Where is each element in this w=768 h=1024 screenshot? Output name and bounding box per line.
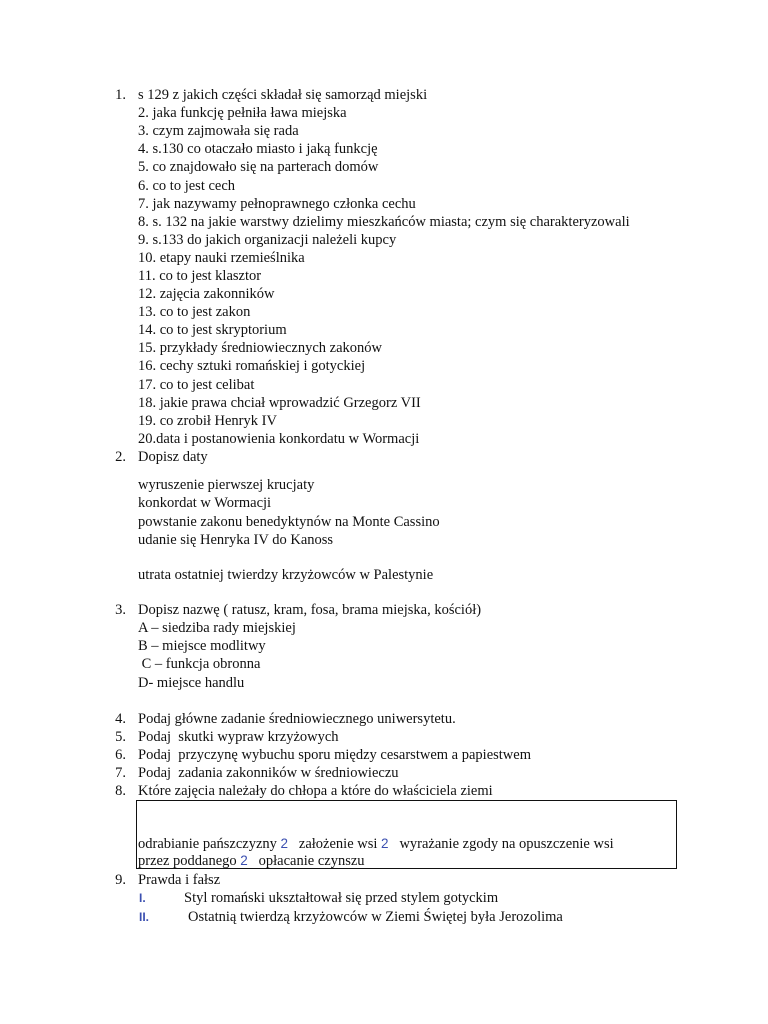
name-item-b: B – miejsce modlitwy xyxy=(138,638,266,654)
tf-statement-2: Ostatnią twierdzą krzyżowców w Ziemi Świętej była Jerozolima xyxy=(188,909,563,925)
date-item-5: utrata ostatniej twierdzy krzyżowców w Palestynie xyxy=(138,567,434,583)
section-2-number: 2. xyxy=(115,449,126,465)
answer-mark-1: 2 xyxy=(280,836,289,851)
name-item-c: C – funkcja obronna xyxy=(138,656,261,672)
question-6-text: Podaj przyczynę wybuchu sporu między cesarstwem a papiestwem xyxy=(138,747,531,763)
question-4-text: Podaj główne zadanie średniowiecznego uniwersytetu. xyxy=(138,711,456,727)
section-3-title: Dopisz nazwę ( ratusz, kram, fosa, brama miejska, kościół) xyxy=(138,602,482,618)
name-item-a: A – siedziba rady miejskiej xyxy=(138,620,296,636)
section-9-title: Prawda i fałsz xyxy=(138,872,221,888)
section-1-item-5: 5. co znajdowało się na parterach domów xyxy=(138,159,379,175)
answer-mark-3: 2 xyxy=(240,853,248,868)
date-item-1: wyruszenie pierwszej krucjaty xyxy=(138,477,315,493)
activities-line-1 xyxy=(138,835,614,853)
activity-2: założenie wsi xyxy=(298,836,378,852)
section-1-item-8: 8. s. 132 na jakie warstwy dzielimy mieszkańców miasta; czym się charakteryzowali xyxy=(138,214,630,230)
question-7-text: Podaj zadania zakonników w średniowieczu xyxy=(138,765,399,781)
section-9-number: 9. xyxy=(115,872,126,888)
section-1-item-14: 14. co to jest skryptorium xyxy=(138,322,287,338)
question-6-number: 6. xyxy=(115,747,126,763)
section-1-item-18: 18. jakie prawa chciał wprowadzić Grzegorz VII xyxy=(138,395,421,411)
date-item-3: powstanie zakonu benedyktynów na Monte Cassino xyxy=(138,514,440,530)
question-5-text: Podaj skutki wypraw krzyżowych xyxy=(138,729,339,745)
section-1-item-12: 12. zajęcia zakonników xyxy=(138,286,275,302)
question-8-text: Które zajęcia należały do chłopa a które do właściciela ziemi xyxy=(138,783,493,799)
tf-marker-1: I. xyxy=(139,891,146,905)
activity-1: odrabianie pańszczyzny xyxy=(138,836,277,852)
activities-line-2 xyxy=(138,852,365,870)
section-1-item-13: 13. co to jest zakon xyxy=(138,304,251,320)
activity-3-cont: przez poddanego xyxy=(138,853,237,869)
tf-statement-1: Styl romański ukształtował się przed stylem gotyckim xyxy=(184,890,499,906)
section-1-item-6: 6. co to jest cech xyxy=(138,178,236,194)
date-item-4: udanie się Henryka IV do Kanoss xyxy=(138,532,334,548)
section-1-item-20: 20.data i postanowienia konkordatu w Wormacji xyxy=(138,431,420,447)
question-8-number: 8. xyxy=(115,783,126,799)
activity-4: opłacanie czynszu xyxy=(258,853,365,869)
section-1-number: 1. xyxy=(115,87,126,103)
question-5-number: 5. xyxy=(115,729,126,745)
question-7-number: 7. xyxy=(115,765,126,781)
section-1-item-16: 16. cechy sztuki romańskiej i gotyckiej xyxy=(138,358,366,374)
section-1-item-11: 11. co to jest klasztor xyxy=(138,268,262,284)
section-3-number: 3. xyxy=(115,602,126,618)
section-1-item-4: 4. s.130 co otaczało miasto i jaką funkcję xyxy=(138,141,378,157)
tf-marker-2: II. xyxy=(139,910,150,924)
date-item-2: konkordat w Wormacji xyxy=(138,495,272,511)
answer-mark-2: 2 xyxy=(381,836,389,851)
section-1-item-10: 10. etapy nauki rzemieślnika xyxy=(138,250,305,266)
section-1-item-19: 19. co zrobił Henryk IV xyxy=(138,413,277,429)
section-1-item-2: 2. jaka funkcję pełniła ława miejska xyxy=(138,105,347,121)
section-1-item-15: 15. przykłady średniowiecznych zakonów xyxy=(138,340,383,356)
question-4-number: 4. xyxy=(115,711,126,727)
section-1-item-1: s 129 z jakich części składał się samorząd miejski xyxy=(138,87,428,103)
section-1-item-7: 7. jak nazywamy pełnoprawnego członka cechu xyxy=(138,196,416,212)
name-item-d: D- miejsce handlu xyxy=(138,675,245,691)
section-2-title: Dopisz daty xyxy=(138,449,208,465)
section-1-item-9: 9. s.133 do jakich organizacji należeli kupcy xyxy=(138,232,397,248)
section-1-item-17: 17. co to jest celibat xyxy=(138,377,255,393)
activity-3: wyrażanie zgody na opuszczenie wsi xyxy=(399,836,614,852)
section-1-item-3: 3. czym zajmowała się rada xyxy=(138,123,299,139)
